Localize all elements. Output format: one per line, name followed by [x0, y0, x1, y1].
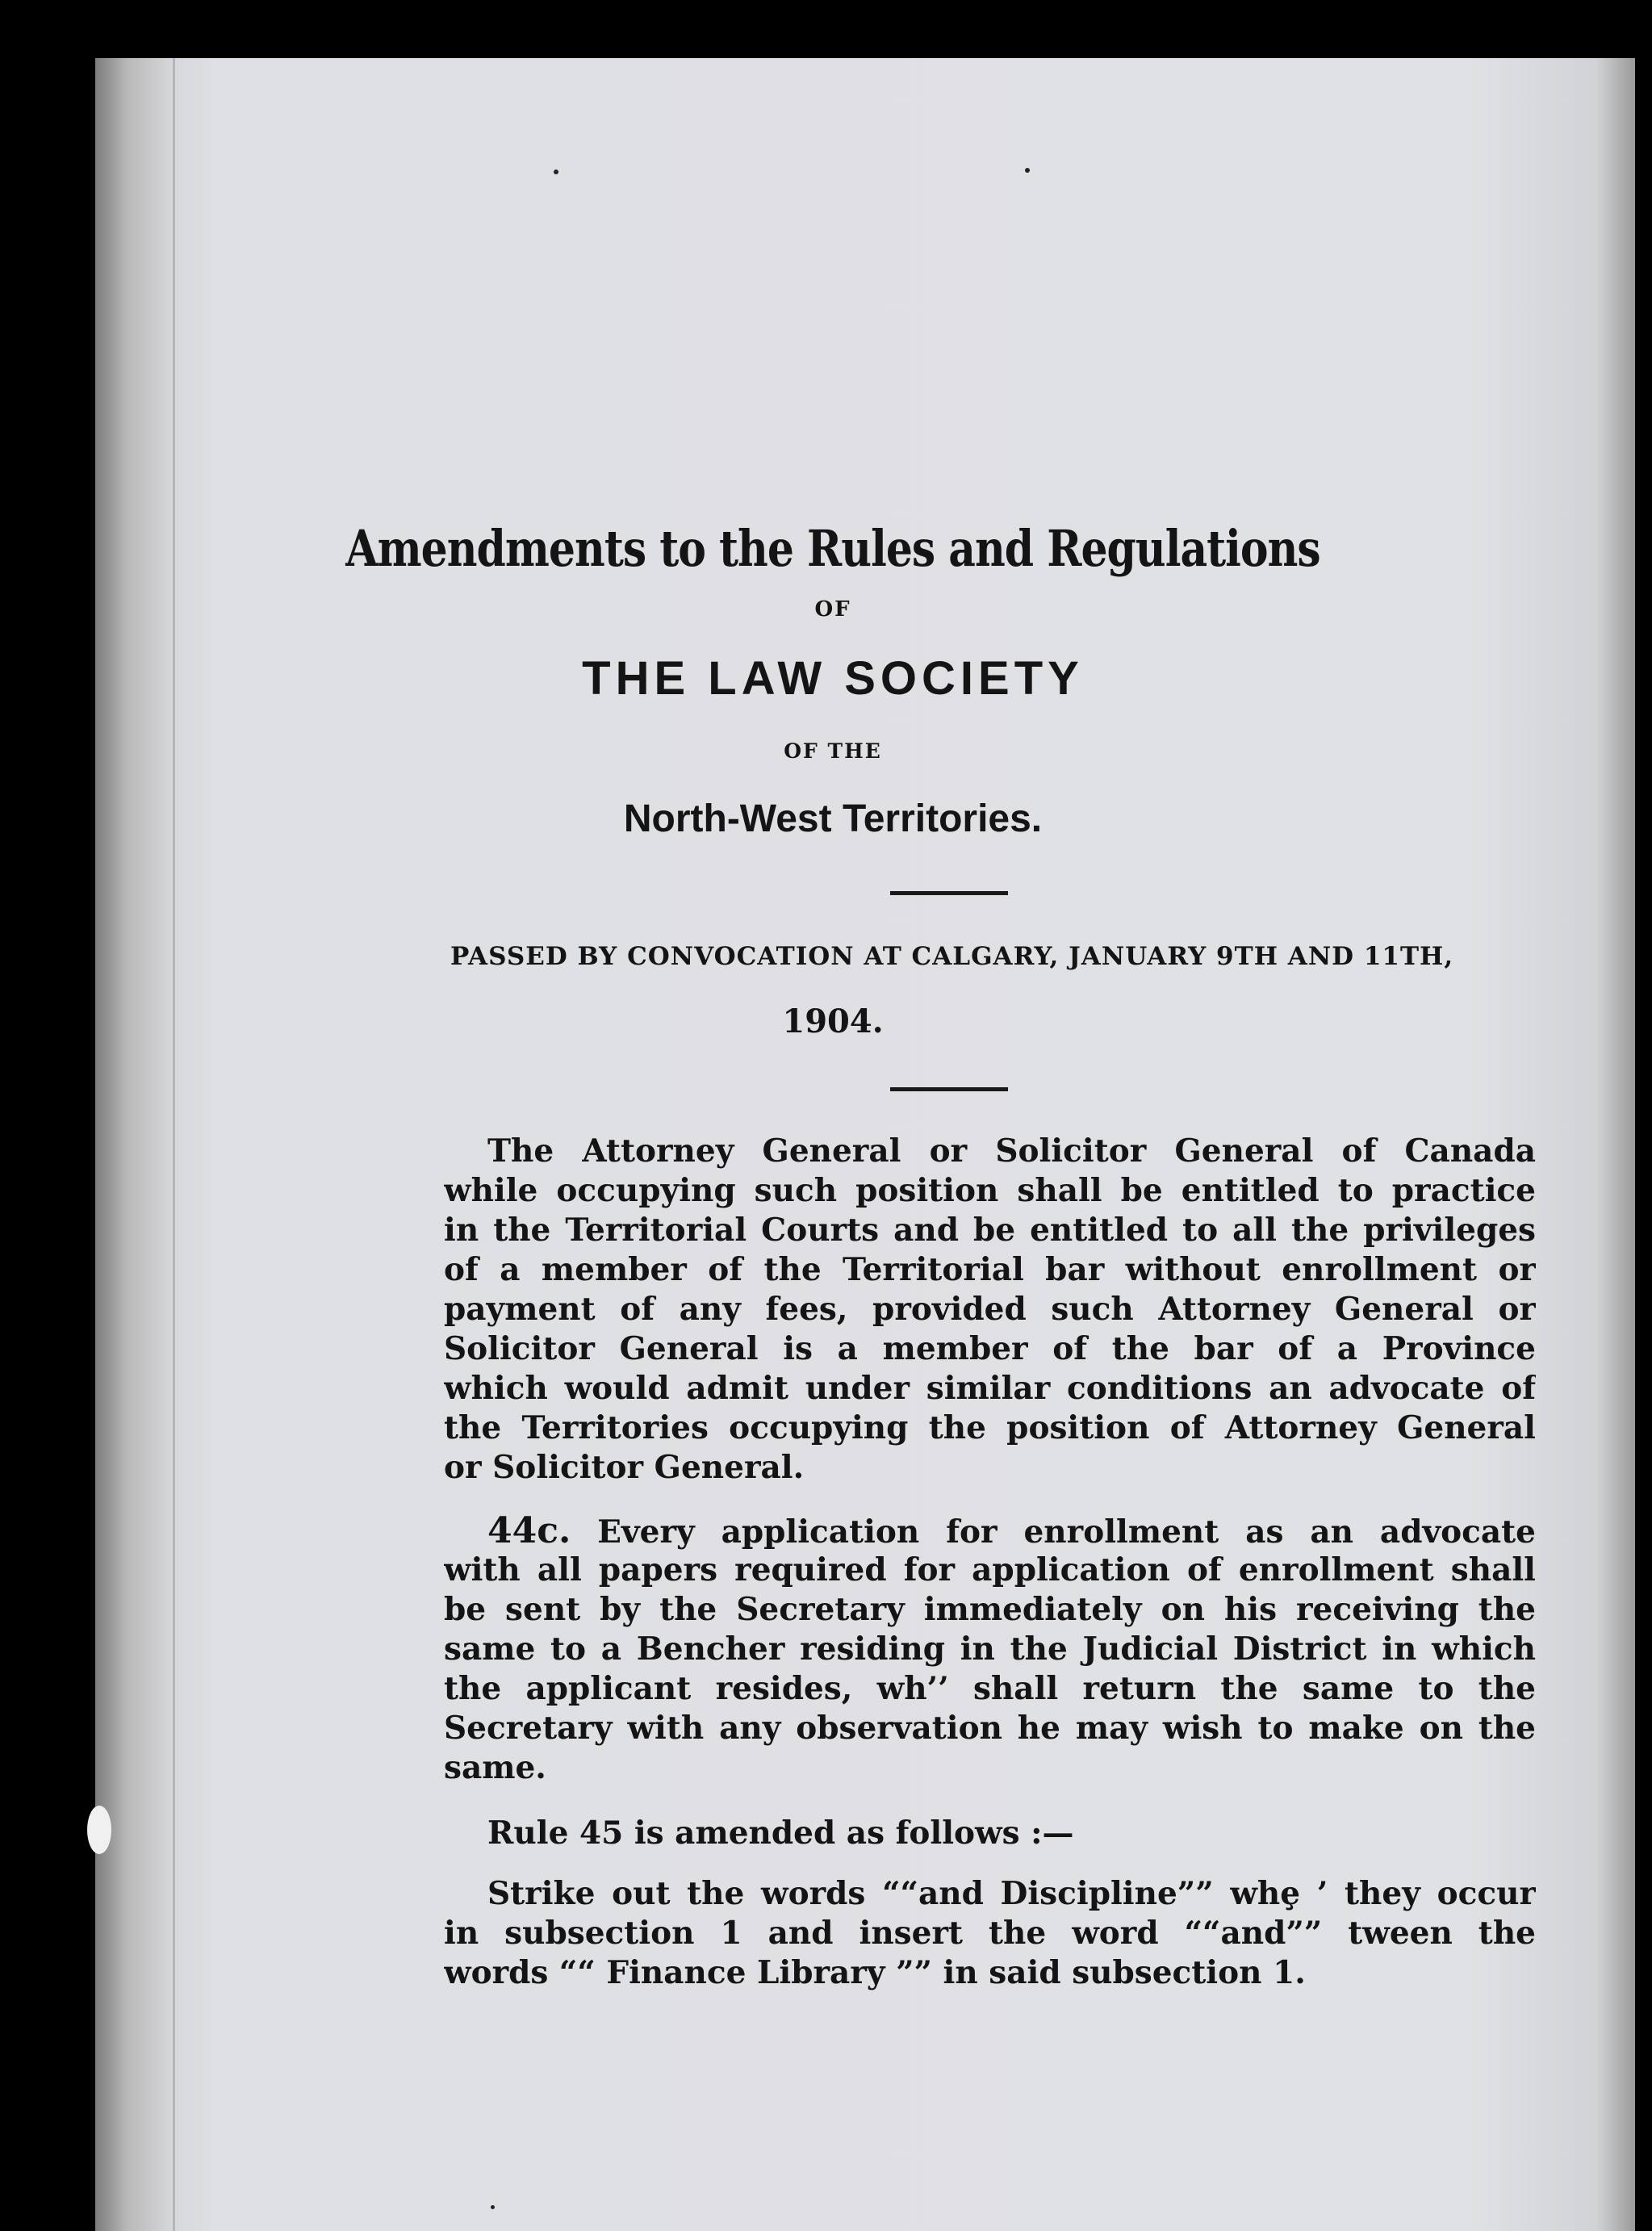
paragraph-attorney-general: [444, 1132, 1536, 1488]
text-line: which would admit under similar conditions an advocate of: [444, 1370, 1536, 1407]
text-line: in the Territorial Courts and be entitled to all the privileges: [444, 1212, 1536, 1249]
scan-speck: [554, 170, 558, 174]
scan-blemish: [87, 1806, 111, 1854]
paragraph-strike-out: [444, 1874, 1536, 1993]
document-title: Amendments to the Rules and Regulations: [345, 520, 1320, 579]
text-line: be sent by the Secretary immediately on his receiving the: [444, 1591, 1536, 1628]
society-name: THE LAW SOCIETY: [582, 652, 1084, 705]
text-line: Rule 45 is amended as follows :—: [487, 1815, 1074, 1852]
text-line-first: [444, 1511, 1536, 1551]
text-line: Strike out the words ““and Discipline”” whȩ ’ they occur: [487, 1875, 1536, 1912]
of-the-line: OF THE: [784, 739, 882, 763]
passed-by-line: PASSED BY CONVOCATION AT CALGARY, JANUARY 9TH AND 11TH,: [450, 942, 1454, 971]
text-line: payment of any fees, provided such Attorney General or: [444, 1291, 1536, 1328]
divider-rule-bottom: [890, 1087, 1008, 1091]
scan-speck: [491, 2205, 495, 2209]
text-line: the applicant resides, wh’’ shall return the same to the: [444, 1670, 1536, 1707]
paragraph-rule-45: [444, 1814, 1536, 1853]
page-content: [95, 58, 1635, 2231]
text-fragment: Every application for enrollment as an advocate: [597, 1513, 1536, 1551]
text-line: with all papers required for application of enrollment shall: [444, 1551, 1536, 1588]
paragraph-44c: [444, 1511, 1536, 1788]
text-line: while occupying such position shall be entitled to practice: [444, 1172, 1536, 1209]
text-line: The Attorney General or Solicitor General of Canada: [487, 1132, 1536, 1170]
scan-speck: [1025, 168, 1030, 173]
text-line: words ““ Finance Library ”” in said subsection 1.: [444, 1954, 1306, 1991]
text-line: Secretary with any observation he may wish to make on the: [444, 1710, 1536, 1747]
of-line: OF: [814, 597, 851, 622]
text-line: of a member of the Territorial bar without enrollment or: [444, 1251, 1536, 1288]
text-line: same to a Bencher residing in the Judicial District in which: [444, 1630, 1536, 1668]
territory-name: North-West Territories.: [623, 797, 1043, 840]
year: 1904.: [782, 1002, 884, 1040]
text-line: in subsection 1 and insert the word ““and”” tween the: [444, 1915, 1536, 1952]
text-line: same.: [444, 1749, 546, 1786]
rule-number: 44c.: [487, 1511, 571, 1551]
text-line: Solicitor General is a member of the bar of a Province: [444, 1330, 1536, 1367]
divider-rule-top: [890, 891, 1008, 895]
document-page: [95, 58, 1635, 2231]
text-line: or Solicitor General.: [444, 1449, 805, 1486]
text-line: the Territories occupying the position of Attorney General: [444, 1409, 1536, 1446]
